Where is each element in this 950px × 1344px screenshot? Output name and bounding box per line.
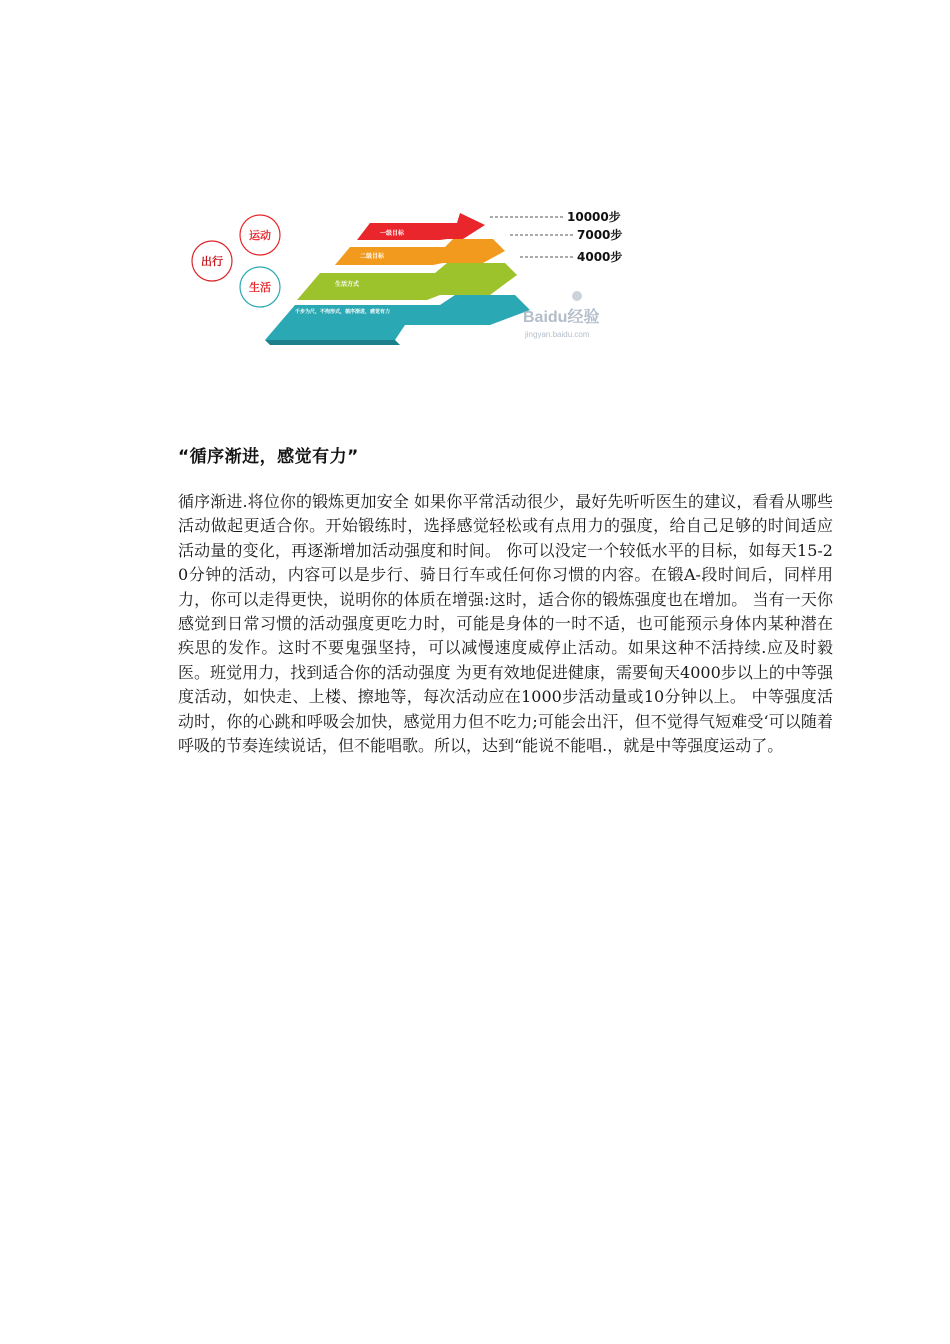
layer-lifestyle-label: 生活方式	[335, 281, 360, 288]
target-10000: 10000步	[567, 210, 621, 224]
layer-lifestyle	[297, 263, 517, 300]
layer-base	[265, 295, 530, 340]
circle-travel-label: 出行	[201, 255, 223, 268]
layer-first-goal-label: 一级目标	[380, 230, 405, 237]
target-4000: 4000步	[577, 250, 623, 264]
step-pyramid-figure	[185, 195, 655, 365]
circle-exercise-label: 运动	[249, 229, 271, 242]
section-heading: “循序渐进，感觉有力”	[178, 447, 359, 467]
layer-base-label	[295, 308, 390, 316]
paw-icon	[572, 291, 582, 301]
circle-life-label: 生活	[249, 281, 271, 294]
step-pyramid-graphic	[185, 195, 655, 365]
layer-second-goal-label: 二级目标	[360, 253, 385, 260]
body-text	[178, 490, 833, 758]
layer-first-goal	[357, 213, 485, 240]
baidu-watermark-url: jingyan.baidu.com	[525, 330, 590, 339]
target-7000: 7000步	[577, 228, 623, 242]
body-paragraph: 循序渐进.将位你的锻炼更加安全 如果你平常活动很少，最好先听听医生的建议，看看从哪些活动做起更适合你。开始锻练时，选择感觉轻松或有点用力的强度，给自己足够的时间适应活动量的变化，再逐渐增加活动强度和时间。 你可以没定一个较低水平的目标，如每天15-20分钟的活动，内容可以是步行、骑日行车或任何你习惯的内容。在锻A-段时间后，同样用力，你可以走得更快，说明你的体质在增强:这时，适合你的锻炼强度也在增加。 当有一天你感觉到日常习惯的活动强度更吃力时，可能是身体的一时不适，也可能预示身体内某种潜在疾思的发作。这时不要鬼强坚持，可以减慢速度威停止活动。如果这种不活持续.应及时毅医。班觉用力，找到适合你的活动强度 为更有效地促进健康，需要甸天4000步以上的中等强度活动，如快走、上楼、擦地等，每次活动应在1000步活动量或10分钟以上。 中等强度活动时，你的心跳和呼吸会加快，感觉用力但不吃力;可能会出汗，但不觉得气短难受‘可以随着呼吸的节奏连续说话，但不能唱歌。所以，达到“能说不能唱.，就是中等强度运动了。	[178, 492, 833, 756]
baidu-watermark: Baidu经验	[523, 309, 600, 326]
layer-base-label-text: 千步为尺，不拘形式，循序渐进，感觉有力	[295, 309, 391, 315]
layer-second-goal	[335, 239, 505, 265]
